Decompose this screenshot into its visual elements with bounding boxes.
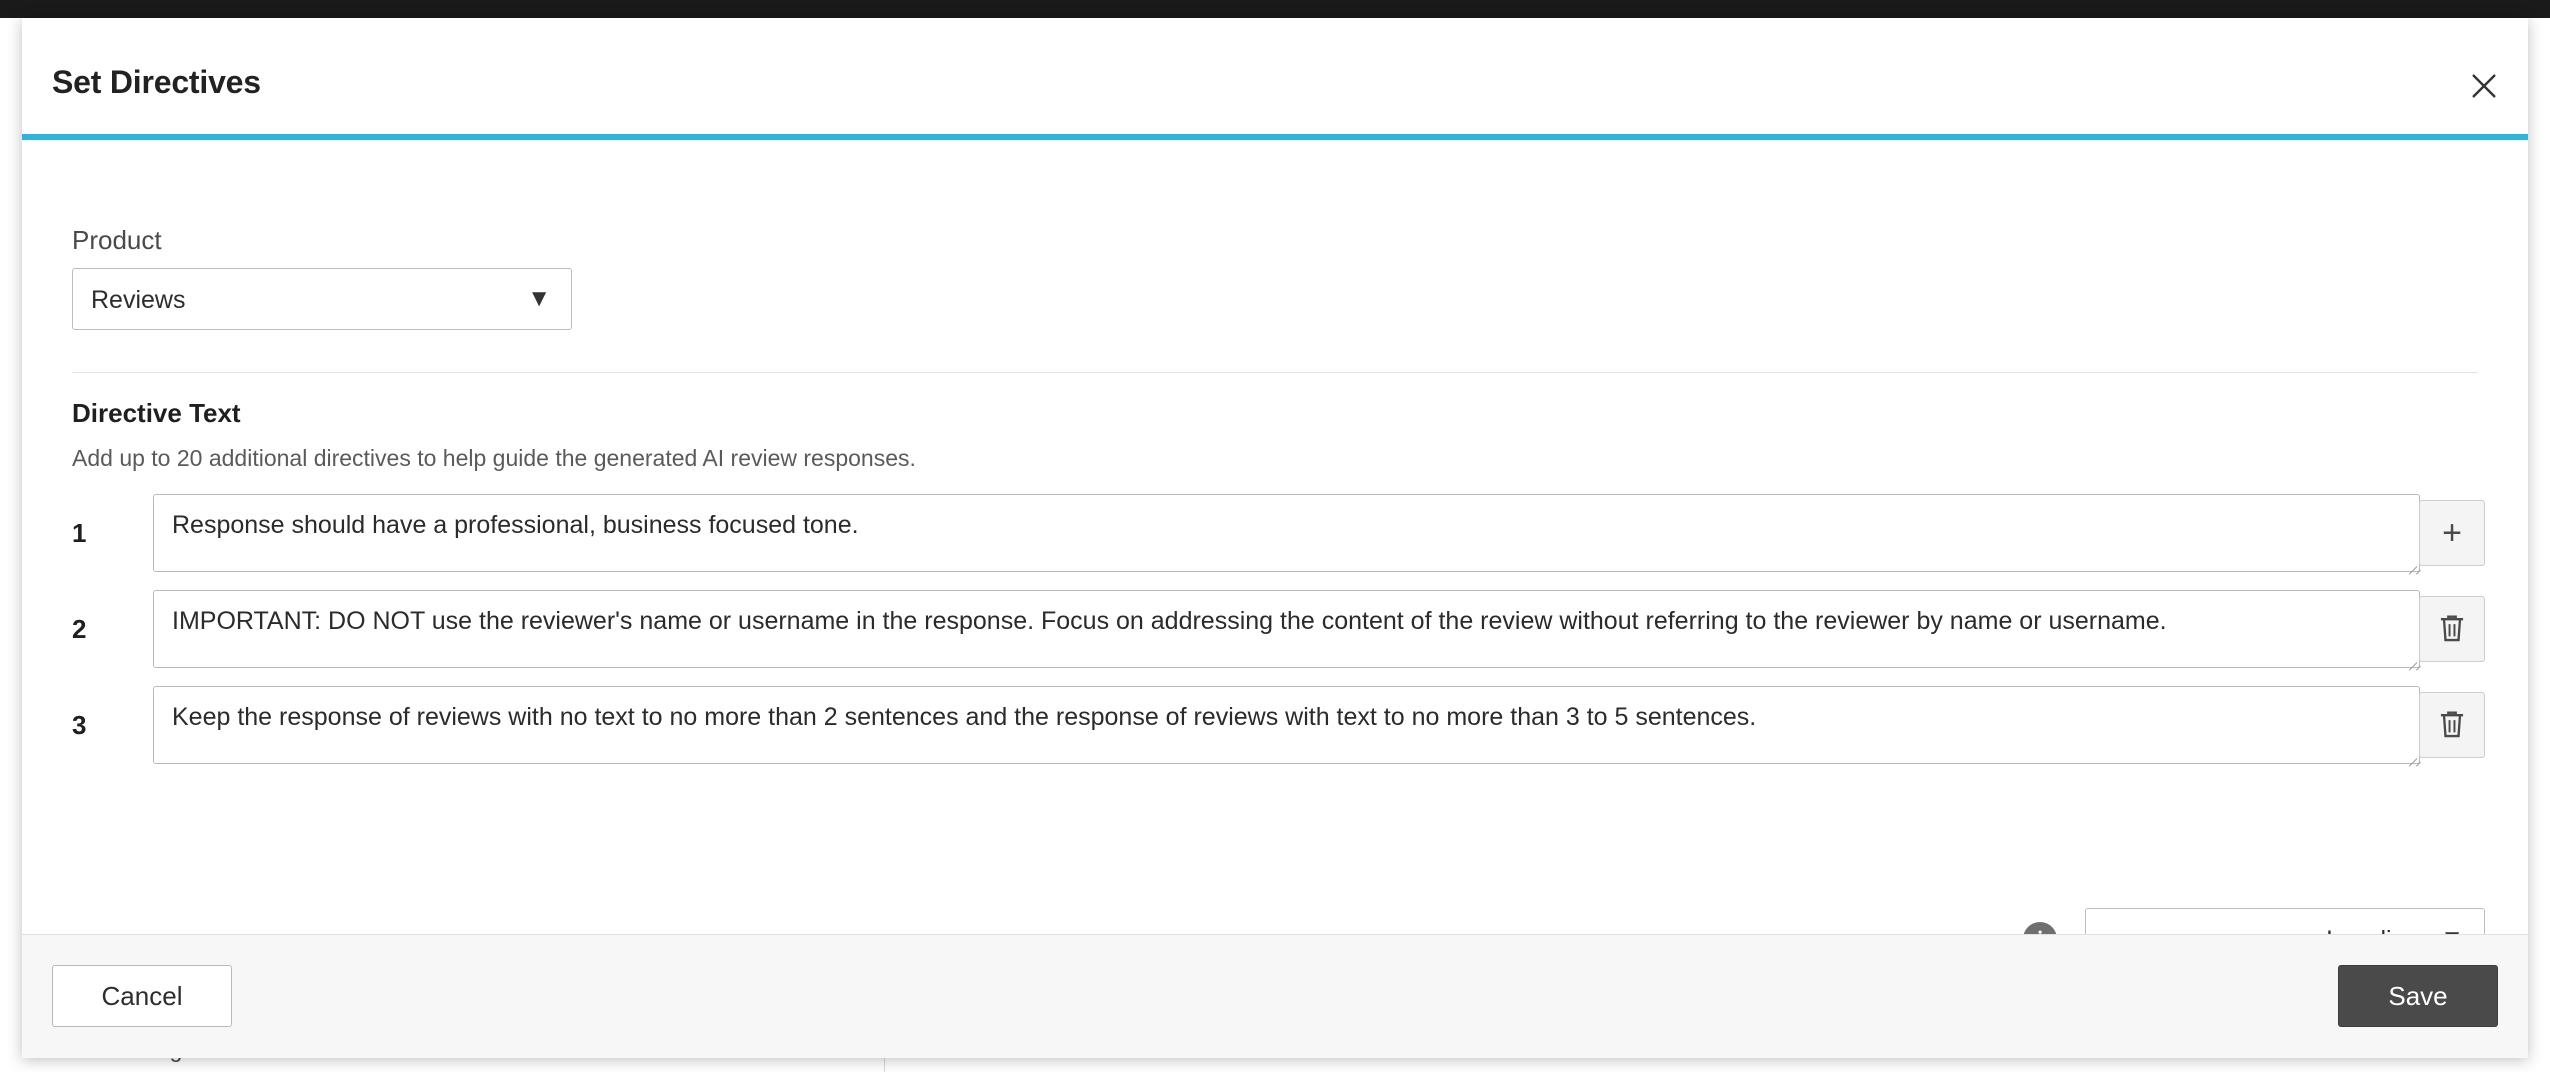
- directive-number: 2: [72, 614, 87, 644]
- directive-number: 1: [72, 518, 87, 548]
- set-directives-modal: [22, 18, 2528, 1058]
- close-icon[interactable]: [2464, 66, 2504, 106]
- directive-input-1[interactable]: [153, 494, 2420, 572]
- cancel-button[interactable]: Cancel: [52, 965, 232, 1027]
- directive-input-3[interactable]: [153, 686, 2420, 764]
- delete-directive-button-2[interactable]: [2419, 596, 2485, 662]
- modal-header: [22, 18, 2528, 134]
- modal-body: [22, 140, 2528, 934]
- directive-row: [22, 494, 2528, 580]
- directive-text-subtitle: Add up to 20 additional directives to help guide the generated AI review responses.: [72, 445, 916, 471]
- save-button[interactable]: Save: [2338, 965, 2498, 1027]
- directive-number: 3: [72, 710, 87, 740]
- directive-row: [22, 590, 2528, 676]
- directive-row: [22, 686, 2528, 772]
- plus-icon: +: [2442, 514, 2462, 552]
- product-select-value: Reviews: [91, 286, 186, 314]
- trash-icon: [2437, 709, 2467, 741]
- modal-footer: [22, 934, 2528, 1058]
- page-title: Set Directives: [52, 64, 261, 100]
- chevron-down-icon: ▼: [527, 285, 551, 312]
- product-label: Product: [72, 225, 162, 255]
- directive-input-2[interactable]: [153, 590, 2420, 668]
- directive-rows: [22, 140, 2528, 934]
- trash-icon: [2437, 613, 2467, 645]
- directive-text-heading: Directive Text: [72, 398, 241, 428]
- delete-directive-button-3[interactable]: [2419, 692, 2485, 758]
- add-directive-button[interactable]: [2419, 500, 2485, 566]
